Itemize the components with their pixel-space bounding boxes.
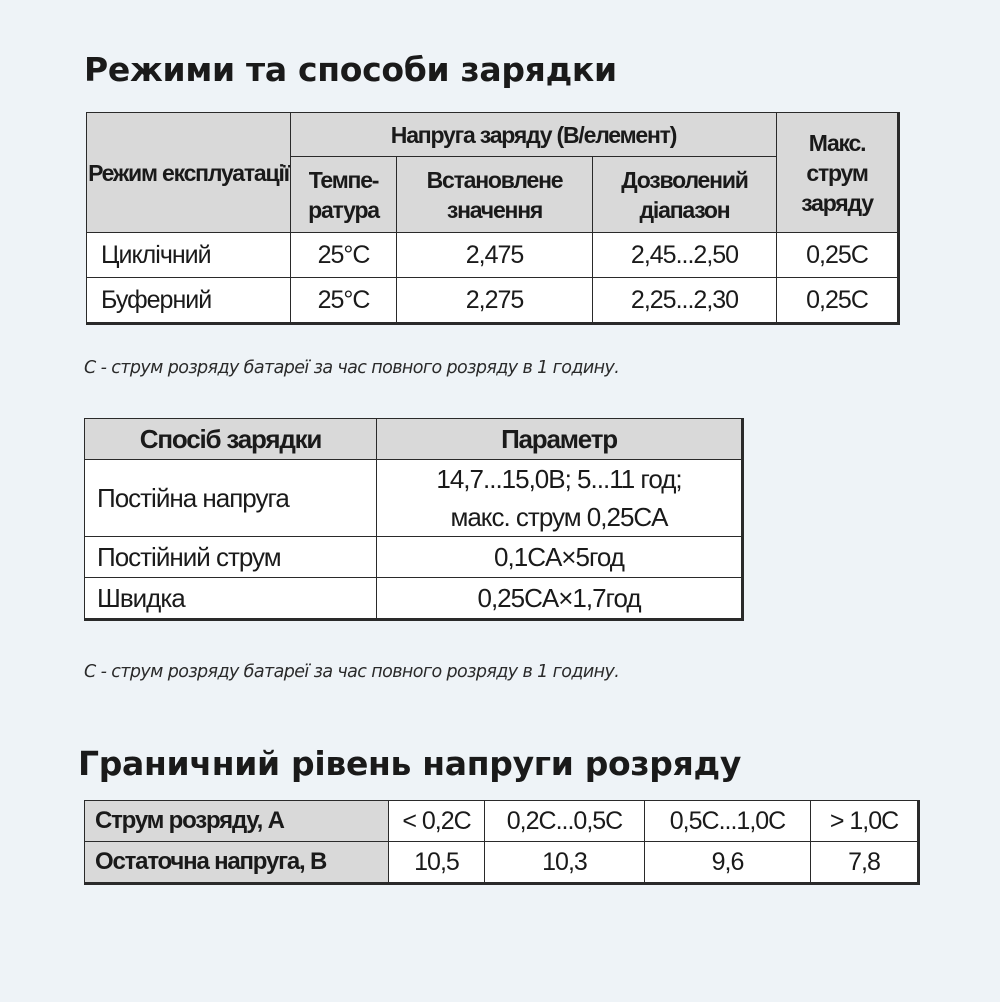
cell-current: 0,5C...1,0C bbox=[645, 801, 811, 842]
cell-range: 2,45...2,50 bbox=[593, 233, 777, 278]
cell-max: 0,25C bbox=[777, 233, 899, 278]
cell-parameter bbox=[377, 460, 743, 537]
header-discharge-current: Струм розряду, А bbox=[85, 801, 389, 842]
cell-parameter: 0,1CA×5год bbox=[377, 537, 743, 578]
cell-temp: 25°C bbox=[291, 233, 397, 278]
header-allowed-range: Дозволений діапазон bbox=[593, 157, 777, 233]
table-row bbox=[85, 537, 743, 578]
cell-set: 2,275 bbox=[397, 278, 593, 324]
parameter-line: макс. струм 0,25CA bbox=[450, 502, 668, 532]
cell-mode: Циклічний bbox=[87, 233, 291, 278]
cell-voltage: 10,5 bbox=[389, 842, 485, 884]
table-row bbox=[87, 233, 899, 278]
header-mode bbox=[87, 113, 291, 233]
charging-methods-table bbox=[84, 418, 744, 621]
footnote: C - струм розряду батареї за час повного розряду в 1 годину. bbox=[84, 358, 620, 378]
cell-method: Постійна напруга bbox=[85, 460, 377, 537]
header-parameter: Параметр bbox=[377, 419, 743, 460]
header-temperature: Темпе- ратура bbox=[291, 157, 397, 233]
charging-modes-table bbox=[86, 112, 900, 325]
header-final-voltage: Остаточна напруга, В bbox=[85, 842, 389, 884]
cell-method: Постійний струм bbox=[85, 537, 377, 578]
cell-mode: Буферний bbox=[87, 278, 291, 324]
cell-temp: 25°C bbox=[291, 278, 397, 324]
cell-current: < 0,2C bbox=[389, 801, 485, 842]
table-row bbox=[85, 578, 743, 620]
header-voltage: Напруга заряду (В/елемент) bbox=[291, 113, 777, 157]
table-row bbox=[85, 801, 919, 842]
cell-set: 2,475 bbox=[397, 233, 593, 278]
table-row bbox=[85, 842, 919, 884]
cell-method: Швидка bbox=[85, 578, 377, 620]
cell-current: > 1,0C bbox=[811, 801, 919, 842]
table-row bbox=[87, 278, 899, 324]
header-max-current-label: Макс. струм заряду bbox=[801, 129, 873, 216]
header-method: Спосіб зарядки bbox=[85, 419, 377, 460]
header-mode-label: Режим експлуатації bbox=[88, 159, 289, 186]
cell-range: 2,25...2,30 bbox=[593, 278, 777, 324]
discharge-voltage-table bbox=[84, 800, 920, 885]
cell-parameter: 0,25CA×1,7год bbox=[377, 578, 743, 620]
cell-voltage: 7,8 bbox=[811, 842, 919, 884]
cell-max: 0,25C bbox=[777, 278, 899, 324]
section-title-discharge: Граничний рівень напруги розряду bbox=[78, 744, 742, 783]
parameter-line: 14,7...15,0В; 5...11 год; bbox=[436, 464, 682, 494]
cell-voltage: 10,3 bbox=[485, 842, 645, 884]
header-set-value: Встановлене значення bbox=[397, 157, 593, 233]
cell-current: 0,2C...0,5C bbox=[485, 801, 645, 842]
cell-voltage: 9,6 bbox=[645, 842, 811, 884]
header-max-current bbox=[777, 113, 899, 233]
table-row bbox=[85, 460, 743, 537]
section-title-charging: Режими та способи зарядки bbox=[84, 50, 617, 89]
footnote: C - струм розряду батареї за час повного розряду в 1 годину. bbox=[84, 662, 620, 682]
